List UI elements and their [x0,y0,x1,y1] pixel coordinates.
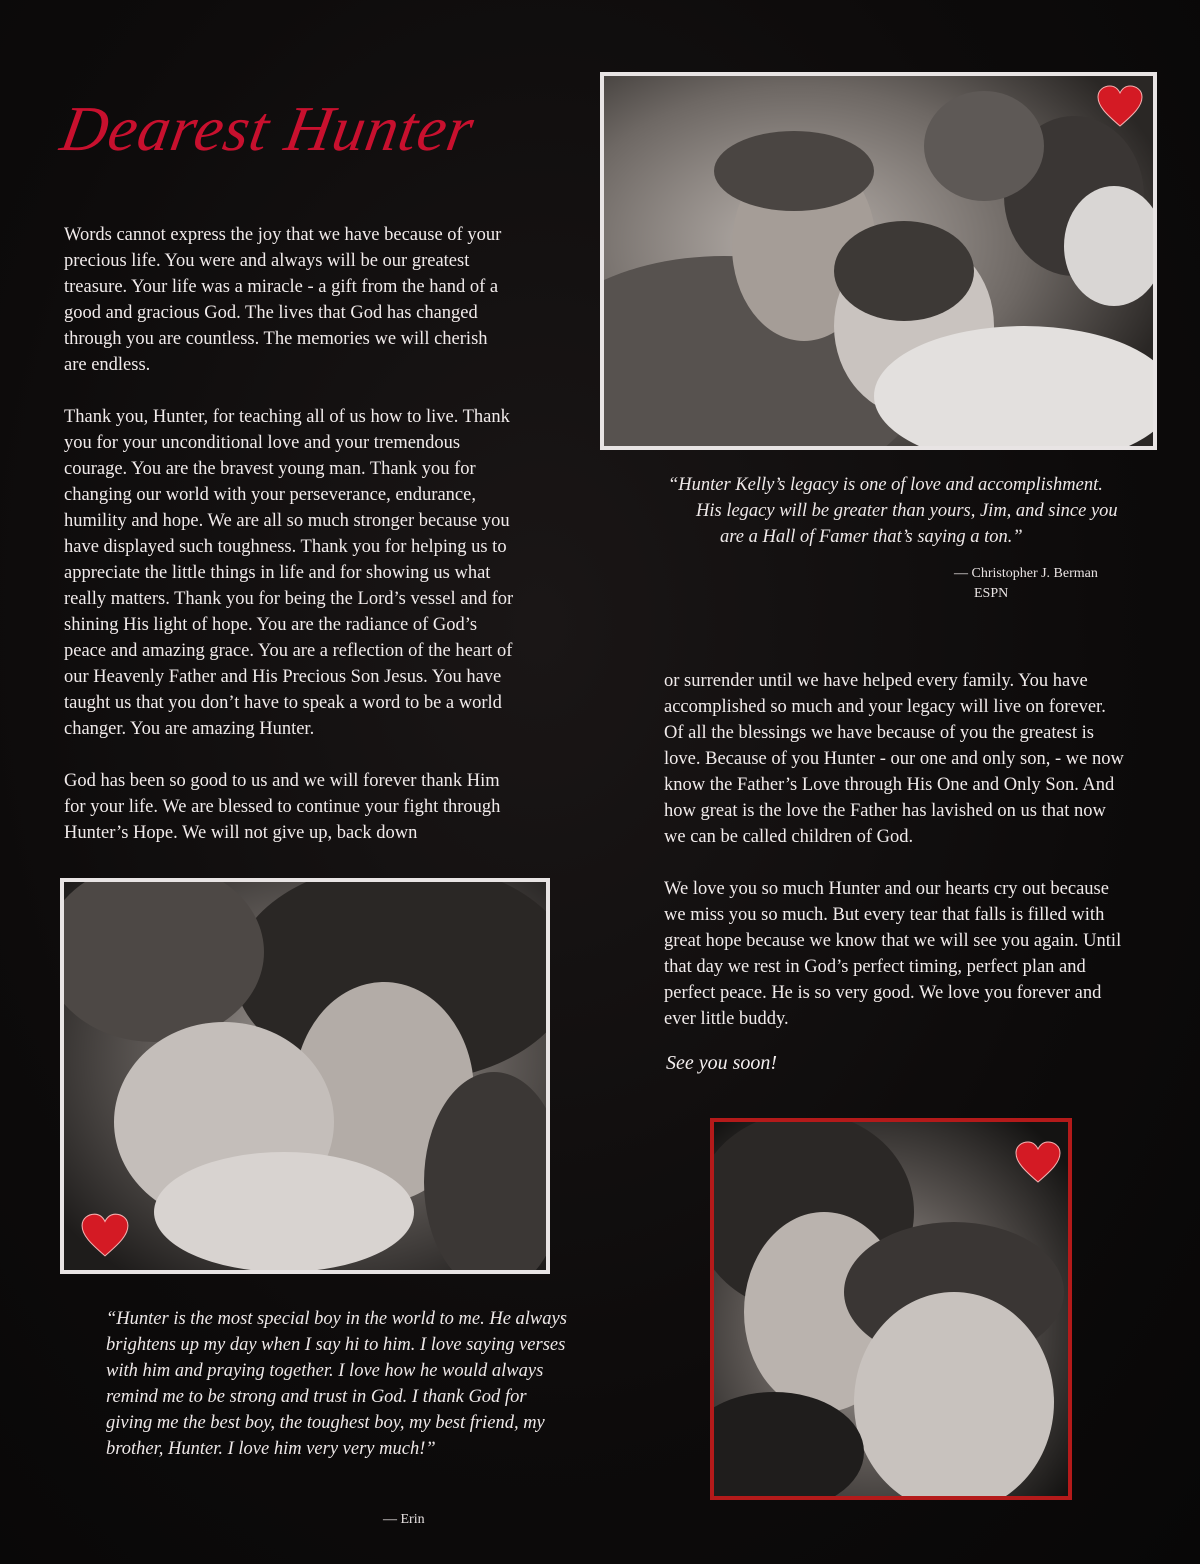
erin-quote: “Hunter is the most special boy in the world to me. He always brightens up my day when I say hi to him. I love saying verses with him and praying together. I love how he would always remind me to be strong and trust in God. I thank God for giving me the best boy, the toughest boy, my best friend, my brother, Hunter. I love him very very much!” [106,1309,567,1459]
berman-quote [668,472,1168,550]
page-title: Dearest Hunter [55,93,480,164]
berman-quote-line-3: are a Hall of Famer that’s saying a ton.” [720,527,1023,547]
letter-left-column [64,222,514,872]
berman-quote-line-2: His legacy will be greater than yours, Jim, and since you [696,501,1118,521]
letter-signoff: See you soon! [666,1052,778,1074]
letter-paragraph-3: God has been so good to us and we will forever thank Him for your life. We are blessed to continue your fight through Hunter’s Hope. We will not give up, back down [64,771,501,843]
photo-father-and-son [600,72,1157,450]
letter-paragraph-5: We love you so much Hunter and our hearts cry out because we miss you so much. But every tear that falls is filled with great hope because we know that we will see you again. Until that day we rest in God’s perfect timing, perfect plan and perfect peace. He is so very good. We love you forever and ever little buddy. [664,879,1122,1029]
heart-icon [1096,84,1144,128]
erin-attribution: — Erin [383,1512,425,1527]
berman-quote-line-1: “Hunter Kelly’s legacy is one of love and accomplishment. [668,475,1103,495]
photo-mother-and-son [60,878,550,1274]
berman-attribution-name: — Christopher J. Berman [954,566,1098,581]
heart-icon [1014,1140,1062,1184]
heart-icon [80,1212,130,1258]
berman-attribution-org: ESPN [974,586,1009,601]
letter-paragraph-1: Words cannot express the joy that we have because of your precious life. You were and always will be our greatest treasure. Your life was a miracle - a gift from the hand of a good and gracious God. The lives that God has changed through you are countless. The memories we will cherish are endless. [64,225,502,375]
berman-attribution [954,564,1098,604]
letter-paragraph-2: Thank you, Hunter, for teaching all of us how to live. Thank you for your unconditional love and your tremendous courage. You are the bravest young man. Thank you for changing our world with your perseverance, endurance, humility and hope. We are all so much stronger because you have displayed such toughness. Thank you for helping us to appreciate the little things in life and for showing us what really matters. Thank you for being the Lord’s vessel and for shining His light of hope. You are the radiance of God’s peace and amazing grace. You are a reflection of the heart of our Heavenly Father and His Precious Son Jesus. You have taught us that you don’t have to speak a word to be a world changer. You are amazing Hunter. [64,407,514,739]
letter-paragraph-4: or surrender until we have helped every family. You have accomplished so much and your legacy will live on forever. Of all the blessings we have because of you the greatest is love. Because of you Hunter - our one and only son, - we now know the Father’s Love through His One and Only Son. And how great is the love the Father has lavished on us that now we can be called children of God. [664,671,1124,847]
letter-right-column [664,668,1124,1058]
photo-sister-and-brother [710,1118,1072,1500]
